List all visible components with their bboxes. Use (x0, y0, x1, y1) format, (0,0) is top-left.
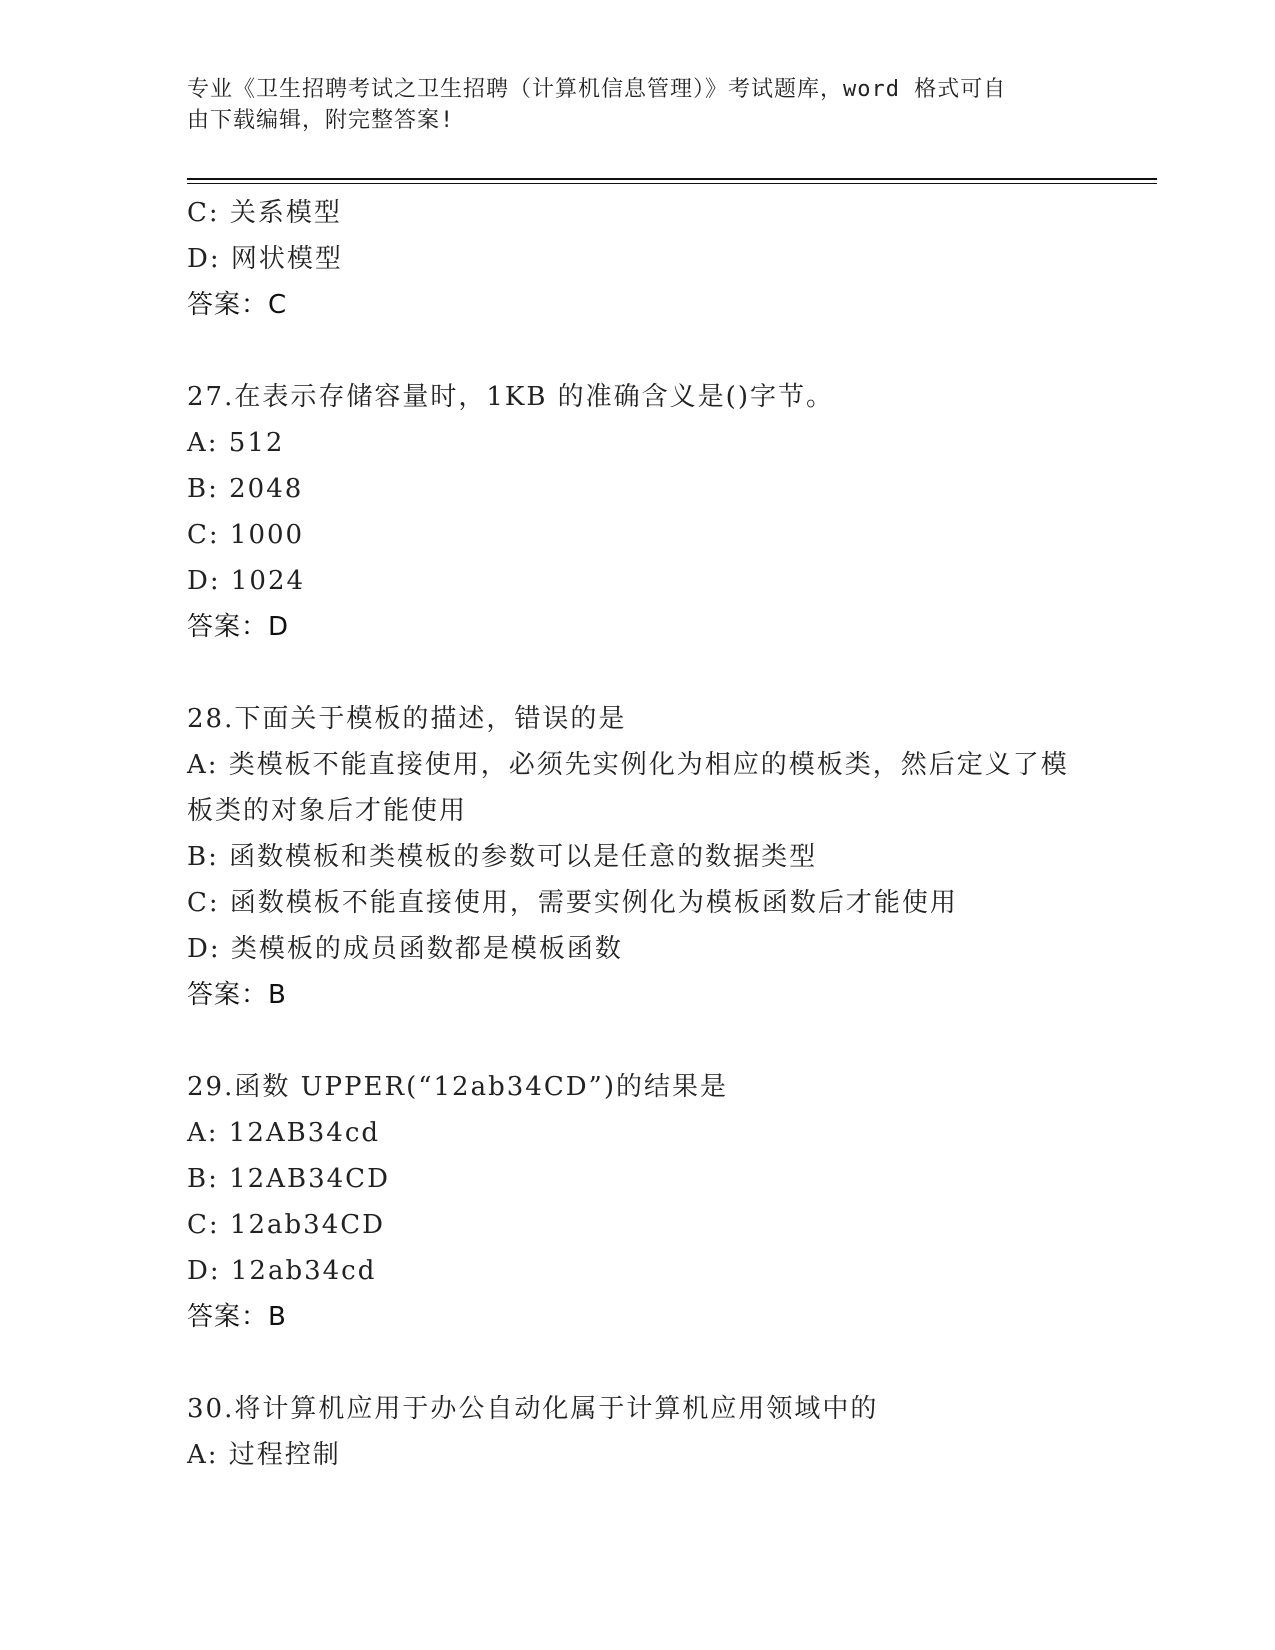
question-stem: 29.函数 UPPER(“12ab34CD”)的结果是 (187, 1072, 728, 1102)
answer-line: 答案：C (187, 290, 288, 320)
answer-line: 答案：B (187, 1302, 287, 1332)
option-a: A: 512 (187, 428, 285, 458)
question-continuation (187, 190, 1087, 328)
option-d: D: 12ab34cd (187, 1256, 377, 1286)
option-b: B: 函数模板和类模板的参数可以是任意的数据类型 (187, 842, 818, 872)
question-list (187, 190, 1087, 1478)
option-c: C: 函数模板不能直接使用，需要实例化为模板函数后才能使用 (187, 888, 958, 918)
option-d: D: 网状模型 (187, 244, 343, 274)
option-a: A: 12AB34cd (187, 1118, 381, 1148)
option-d: D: 1024 (187, 566, 306, 596)
answer-line: 答案：D (187, 612, 290, 642)
option-c: C: 1000 (187, 520, 305, 550)
spacer (187, 328, 1087, 374)
document-header (187, 74, 1077, 136)
answer-line: 答案：B (187, 980, 287, 1010)
option-d: D: 类模板的成员函数都是模板函数 (187, 934, 623, 964)
question-stem: 30.将计算机应用于办公自动化属于计算机应用领域中的 (187, 1394, 879, 1424)
option-a: A: 过程控制 (187, 1440, 341, 1470)
header-divider-thick (187, 178, 1157, 180)
header-divider-thin (187, 183, 1157, 184)
spacer (187, 1018, 1087, 1064)
spacer (187, 1340, 1087, 1386)
question-28 (187, 696, 1087, 1018)
option-c: C: 12ab34CD (187, 1210, 385, 1240)
question-stem: 28.下面关于模板的描述，错误的是 (187, 704, 627, 734)
question-30 (187, 1386, 1087, 1478)
spacer (187, 650, 1087, 696)
question-stem: 27.在表示存储容量时，1KB 的准确含义是()字节。 (187, 382, 834, 412)
option-c: C: 关系模型 (187, 198, 342, 228)
question-27 (187, 374, 1087, 650)
question-29 (187, 1064, 1087, 1340)
option-b: B: 12AB34CD (187, 1164, 390, 1194)
option-b: B: 2048 (187, 474, 304, 504)
option-a: A: 类模板不能直接使用，必须先实例化为相应的模板类，然后定义了模板类的对象后才能使用 (187, 750, 1069, 826)
header-line-2: 由下载编辑，附完整答案! (187, 108, 455, 133)
header-line-1: 专业《卫生招聘考试之卫生招聘（计算机信息管理）》考试题库，word 格式可自 (187, 77, 1007, 102)
